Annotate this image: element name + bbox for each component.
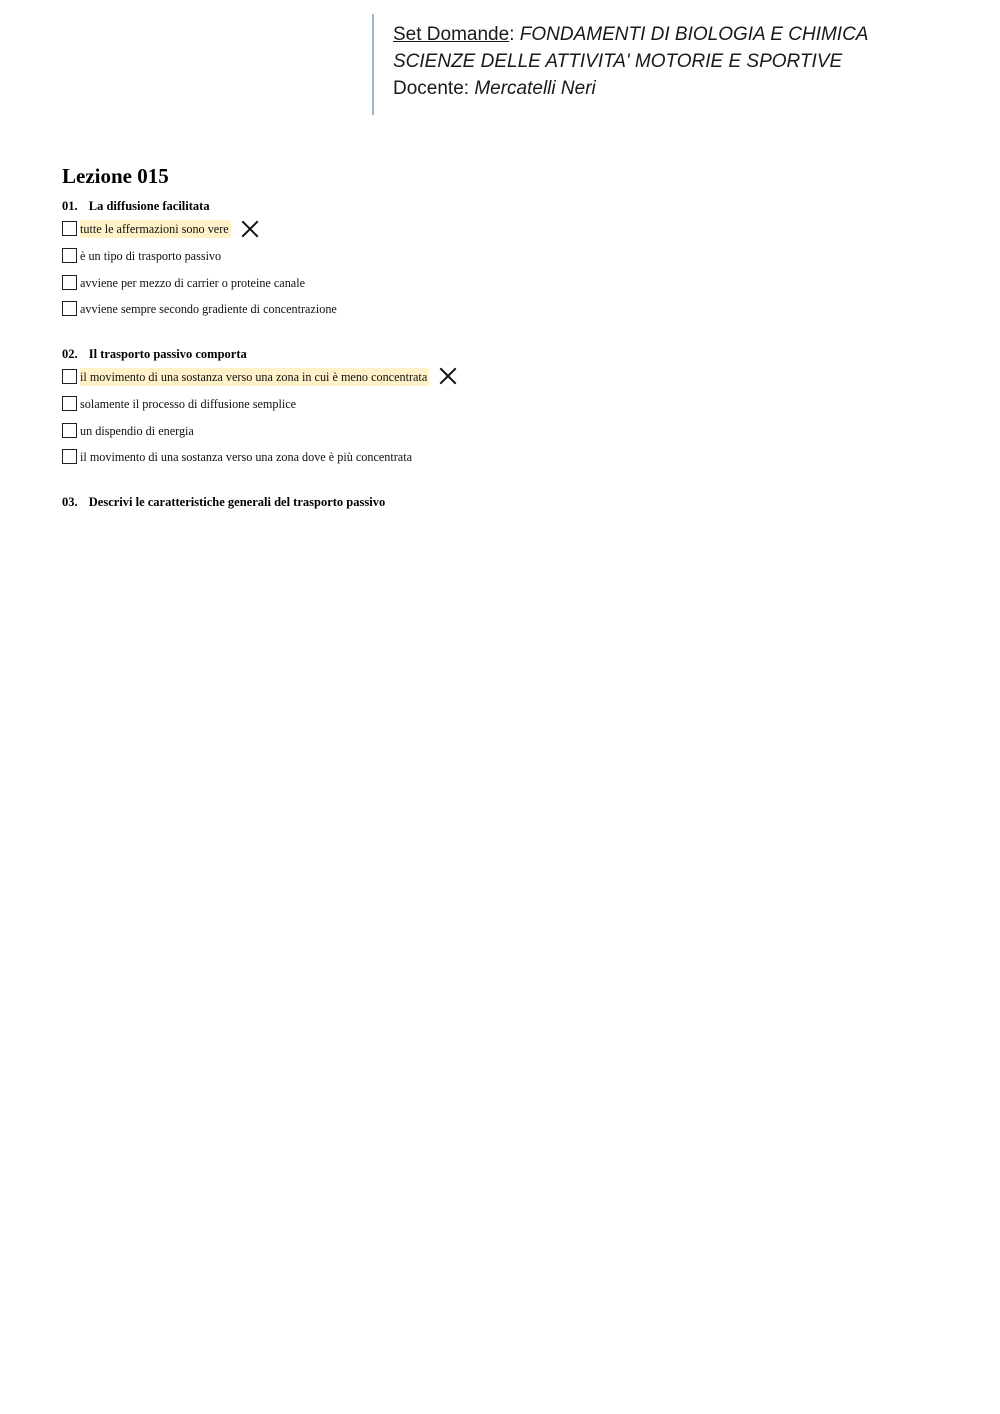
question-02 bbox=[62, 345, 762, 476]
checkbox-icon[interactable] bbox=[62, 221, 77, 236]
question-heading bbox=[62, 345, 762, 363]
answer-option[interactable] bbox=[62, 275, 762, 293]
program-title: SCIENZE DELLE ATTIVITA' MOTORIE E SPORTIVE bbox=[393, 51, 843, 72]
answer-option-label: solamente il processo di diffusione semplice bbox=[80, 396, 297, 411]
cross-icon bbox=[438, 366, 458, 386]
checkbox-icon[interactable] bbox=[62, 449, 77, 464]
answer-option-label: avviene sempre secondo gradiente di concentrazione bbox=[80, 302, 337, 317]
question-heading bbox=[62, 493, 762, 511]
answer-options bbox=[62, 221, 762, 319]
teacher-label: Docente: bbox=[393, 78, 470, 99]
question-03 bbox=[62, 493, 762, 511]
header-course-line bbox=[393, 21, 868, 48]
header-content bbox=[393, 21, 868, 102]
question-number: 02. bbox=[62, 347, 78, 361]
checkbox-icon[interactable] bbox=[62, 396, 77, 411]
question-number: 01. bbox=[62, 199, 78, 213]
answer-option[interactable] bbox=[62, 301, 762, 319]
question-number: 03. bbox=[62, 495, 78, 509]
answer-option[interactable] bbox=[62, 449, 762, 467]
cross-icon bbox=[240, 219, 260, 239]
answer-option-label: il movimento di una sostanza verso una zona dove è più concentrata bbox=[80, 450, 413, 465]
question-text: Il trasporto passivo comporta bbox=[88, 347, 247, 361]
answer-option-label: un dispendio di energia bbox=[80, 423, 194, 438]
checkbox-icon[interactable] bbox=[62, 301, 77, 316]
header-separator: : bbox=[509, 24, 515, 45]
checkbox-icon[interactable] bbox=[62, 423, 77, 438]
answer-option[interactable] bbox=[62, 396, 762, 414]
question-text: Descrivi le caratteristiche generali del trasporto passivo bbox=[88, 495, 386, 509]
checkbox-icon[interactable] bbox=[62, 275, 77, 290]
answer-option-label: il movimento di una sostanza verso una zona in cui è meno concentrata bbox=[80, 370, 428, 384]
document-header bbox=[372, 14, 934, 115]
answer-option-label: è un tipo di trasporto passivo bbox=[80, 248, 222, 263]
answer-option[interactable] bbox=[62, 369, 762, 387]
answer-option[interactable] bbox=[62, 221, 762, 239]
question-text: La diffusione facilitata bbox=[88, 199, 210, 213]
question-01 bbox=[62, 197, 762, 328]
answer-options bbox=[62, 369, 762, 467]
answer-option-label: tutte le affermazioni sono vere bbox=[80, 222, 229, 236]
set-label: Set Domande bbox=[393, 24, 510, 45]
answer-option-label: avviene per mezzo di carrier o proteine canale bbox=[80, 275, 305, 290]
question-heading bbox=[62, 197, 762, 215]
teacher-line bbox=[393, 75, 868, 102]
teacher-name: Mercatelli Neri bbox=[474, 78, 596, 99]
checkbox-icon[interactable] bbox=[62, 248, 77, 263]
answer-option[interactable] bbox=[62, 248, 762, 266]
lesson-title: Lezione 015 bbox=[62, 164, 169, 188]
course-title: FONDAMENTI DI BIOLOGIA E CHIMICA bbox=[519, 24, 869, 45]
answer-option[interactable] bbox=[62, 423, 762, 441]
checkbox-icon[interactable] bbox=[62, 369, 77, 384]
